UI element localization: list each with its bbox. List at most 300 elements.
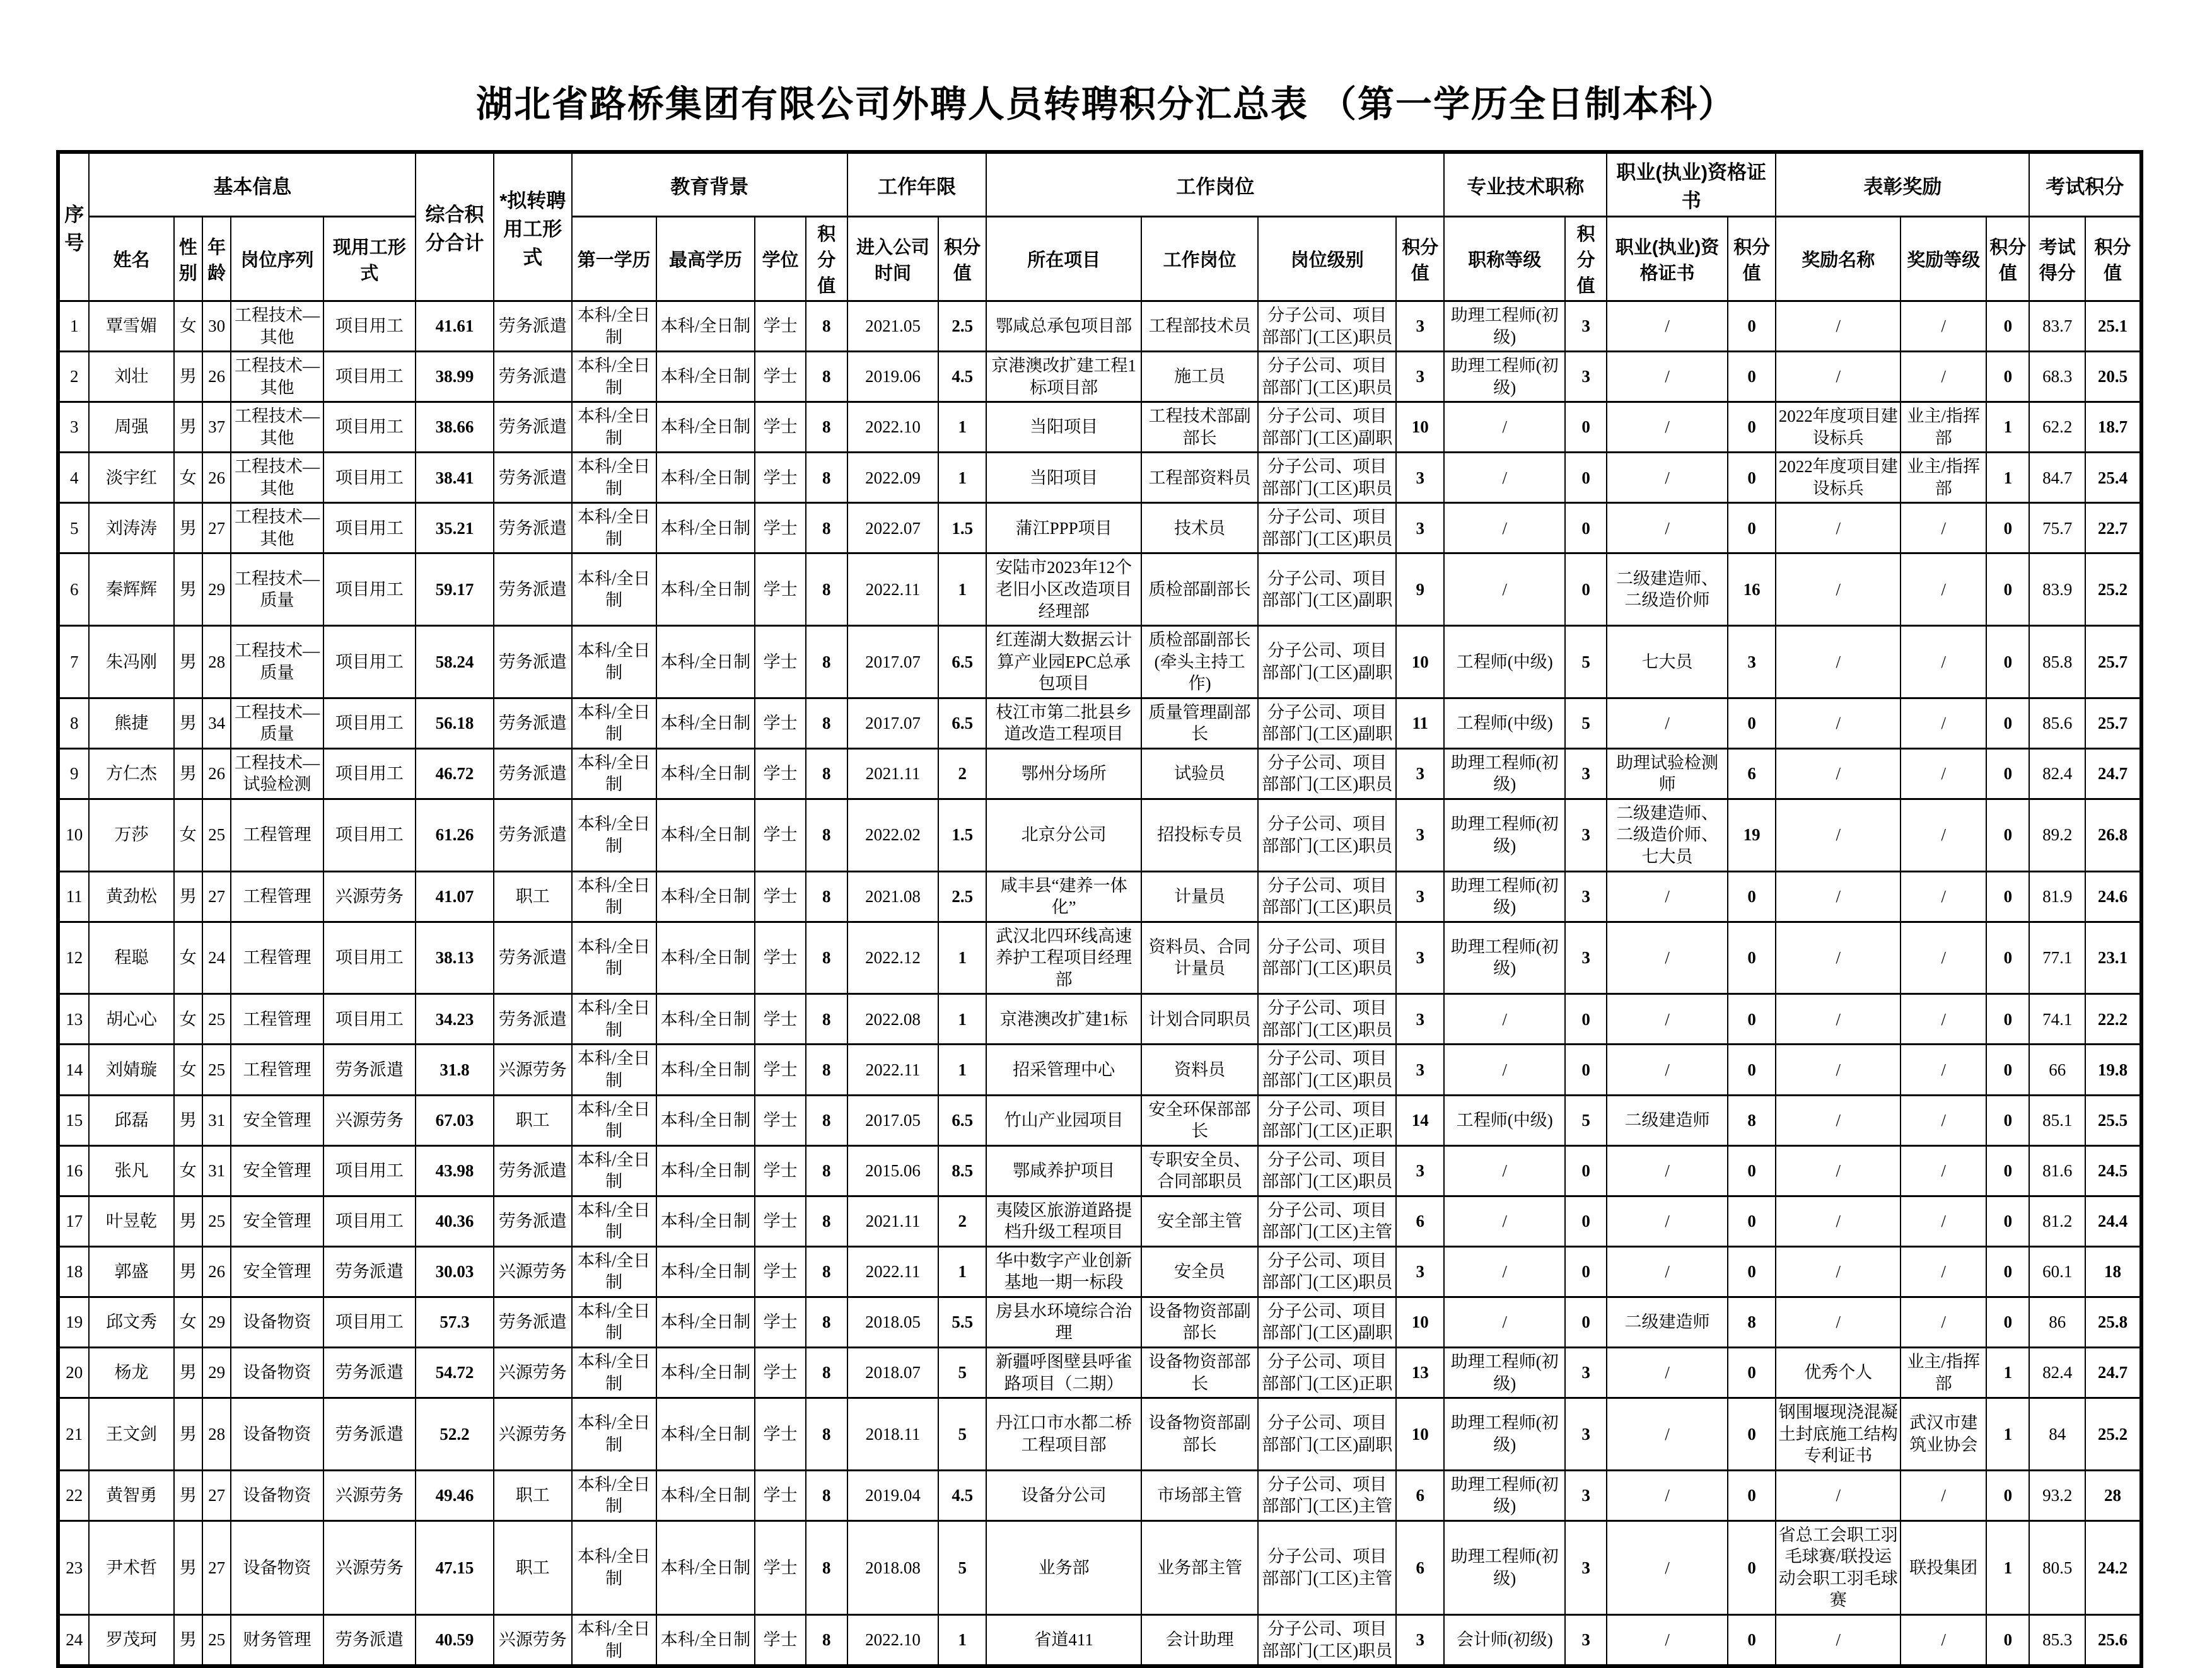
cell-total-score: 46.72 — [416, 748, 494, 799]
cell-award-score: 1 — [1986, 1398, 2029, 1471]
cell-service-score: 1.5 — [938, 503, 986, 553]
cell-job-post: 安全部主管 — [1141, 1196, 1259, 1246]
cell-title-score: 0 — [1565, 1196, 1607, 1246]
cell-award-name: / — [1776, 871, 1901, 922]
cell-name: 邱文秀 — [89, 1297, 173, 1347]
cell-exam-points: 25.8 — [2085, 1297, 2141, 1347]
cell-first-degree: 本科/全日制 — [572, 1045, 656, 1095]
table-row — [58, 352, 2141, 402]
cell-job-post: 市场部主管 — [1141, 1470, 1259, 1520]
cell-exam-points: 24.6 — [2085, 871, 2141, 922]
cell-certificate: / — [1607, 1045, 1728, 1095]
cell-service-score: 1 — [938, 994, 986, 1045]
cell-title-score: 0 — [1565, 1045, 1607, 1095]
cell-project: 招采管理中心 — [986, 1045, 1141, 1095]
cell-edu-score: 8 — [806, 352, 847, 402]
cell-proposed-employment: 劳务派遣 — [494, 922, 572, 994]
cell-age: 29 — [202, 1347, 231, 1398]
cell-service-score: 5 — [938, 1520, 986, 1614]
cell-exam-points: 25.1 — [2085, 301, 2141, 352]
cell-age: 25 — [202, 994, 231, 1045]
cell-join-date: 2018.08 — [847, 1520, 938, 1614]
cell-current-employment: 项目用工 — [323, 553, 416, 626]
cell-join-date: 2022.07 — [847, 503, 938, 553]
cell-job-post: 技术员 — [1141, 503, 1259, 553]
cell-award-grade: 武汉市建筑业协会 — [1901, 1398, 1986, 1471]
cell-award-name: 钢围堰现浇混凝土封底施工结构专利证书 — [1776, 1398, 1901, 1471]
cell-award-name: / — [1776, 1196, 1901, 1246]
cell-job-post: 设备物资部副部长 — [1141, 1398, 1259, 1471]
cell-project: 咸丰县“建养一体化” — [986, 871, 1141, 922]
cell-join-date: 2022.02 — [847, 799, 938, 871]
cell-gender: 男 — [174, 1398, 202, 1471]
table-row — [58, 402, 2141, 453]
cell-post-level: 分子公司、项目部部门(工区)职员 — [1258, 1145, 1396, 1196]
cell-edu-score: 8 — [806, 553, 847, 626]
cell-cert-score: 16 — [1728, 553, 1776, 626]
cell-project: 北京分公司 — [986, 799, 1141, 871]
cell-award-score: 0 — [1986, 1095, 2029, 1145]
cell-exam-score: 82.4 — [2029, 1347, 2085, 1398]
cell-xuhao: 6 — [58, 553, 89, 626]
cell-first-degree: 本科/全日制 — [572, 1470, 656, 1520]
cell-award-name: 省总工会职工羽毛球赛/联投运动会职工羽毛球赛 — [1776, 1520, 1901, 1614]
cell-total-score: 30.03 — [416, 1246, 494, 1297]
cell-name: 方仁杰 — [89, 748, 173, 799]
cell-gender: 男 — [174, 1246, 202, 1297]
cell-title-score: 3 — [1565, 1470, 1607, 1520]
column-group-header: 工作岗位 — [986, 152, 1444, 217]
cell-post-score: 3 — [1396, 1045, 1444, 1095]
cell-service-score: 5.5 — [938, 1297, 986, 1347]
table-row — [58, 1196, 2141, 1246]
cell-degree: 学士 — [755, 922, 805, 994]
page-title: 湖北省路桥集团有限公司外聘人员转聘积分汇总表 （第一学历全日制本科） — [475, 84, 1737, 125]
cell-exam-points: 22.7 — [2085, 503, 2141, 553]
cell-award-grade: / — [1901, 1246, 1986, 1297]
cell-exam-points: 25.6 — [2085, 1614, 2141, 1666]
cell-total-score: 47.15 — [416, 1520, 494, 1614]
cell-post-level: 分子公司、项目部部门(工区)主管 — [1258, 1196, 1396, 1246]
cell-proposed-employment: 劳务派遣 — [494, 453, 572, 503]
column-group-header: 基本信息 — [89, 152, 416, 217]
column-header: 学位 — [755, 217, 805, 301]
cell-join-date: 2022.10 — [847, 1614, 938, 1666]
cell-post-series: 设备物资 — [231, 1297, 323, 1347]
cell-name: 秦辉辉 — [89, 553, 173, 626]
cell-join-date: 2021.11 — [847, 1196, 938, 1246]
cell-project: 房县水环境综合治理 — [986, 1297, 1141, 1347]
cell-degree: 学士 — [755, 352, 805, 402]
table-row — [58, 1614, 2141, 1666]
cell-cert-score: 0 — [1728, 922, 1776, 994]
cell-award-name: / — [1776, 698, 1901, 748]
cell-exam-score: 85.3 — [2029, 1614, 2085, 1666]
cell-edu-score: 8 — [806, 1196, 847, 1246]
cell-xuhao: 10 — [58, 799, 89, 871]
cell-current-employment: 项目用工 — [323, 1196, 416, 1246]
cell-award-grade: / — [1901, 1470, 1986, 1520]
cell-cert-score: 0 — [1728, 1470, 1776, 1520]
cell-award-grade: / — [1901, 1145, 1986, 1196]
cell-first-degree: 本科/全日制 — [572, 453, 656, 503]
cell-highest-degree: 本科/全日制 — [656, 1145, 755, 1196]
cell-project: 省道411 — [986, 1614, 1141, 1666]
cell-exam-score: 81.9 — [2029, 871, 2085, 922]
column-group-header: 工作年限 — [847, 152, 987, 217]
cell-highest-degree: 本科/全日制 — [656, 1196, 755, 1246]
column-group-header: 教育背景 — [572, 152, 847, 217]
cell-age: 28 — [202, 1398, 231, 1471]
cell-age: 31 — [202, 1095, 231, 1145]
cell-job-post: 招投标专员 — [1141, 799, 1259, 871]
cell-exam-points: 25.2 — [2085, 553, 2141, 626]
cell-certificate: / — [1607, 402, 1728, 453]
cell-age: 29 — [202, 1297, 231, 1347]
cell-current-employment: 兴源劳务 — [323, 871, 416, 922]
cell-exam-score: 80.5 — [2029, 1520, 2085, 1614]
cell-award-score: 1 — [1986, 1520, 2029, 1614]
cell-project: 竹山产业园项目 — [986, 1095, 1141, 1145]
cell-first-degree: 本科/全日制 — [572, 1196, 656, 1246]
cell-gender: 女 — [174, 1297, 202, 1347]
cell-total-score: 59.17 — [416, 553, 494, 626]
cell-award-grade: / — [1901, 352, 1986, 402]
cell-join-date: 2017.07 — [847, 698, 938, 748]
cell-edu-score: 8 — [806, 922, 847, 994]
cell-certificate: / — [1607, 352, 1728, 402]
cell-degree: 学士 — [755, 1246, 805, 1297]
cell-exam-points: 24.5 — [2085, 1145, 2141, 1196]
cell-cert-score: 0 — [1728, 1045, 1776, 1095]
cell-edu-score: 8 — [806, 994, 847, 1045]
cell-edu-score: 8 — [806, 748, 847, 799]
cell-award-score: 1 — [1986, 453, 2029, 503]
cell-award-name: / — [1776, 1145, 1901, 1196]
cell-xuhao: 23 — [58, 1520, 89, 1614]
cell-current-employment: 项目用工 — [323, 922, 416, 994]
cell-cert-score: 0 — [1728, 1196, 1776, 1246]
cell-exam-points: 24.4 — [2085, 1196, 2141, 1246]
cell-award-score: 0 — [1986, 1614, 2029, 1666]
cell-job-post: 质检部副部长 — [1141, 553, 1259, 626]
cell-project: 业务部 — [986, 1520, 1141, 1614]
cell-cert-score: 6 — [1728, 748, 1776, 799]
cell-age: 27 — [202, 503, 231, 553]
cell-edu-score: 8 — [806, 1145, 847, 1196]
column-header: 岗位序列 — [231, 217, 323, 301]
cell-xuhao: 7 — [58, 626, 89, 698]
cell-post-score: 3 — [1396, 1246, 1444, 1297]
cell-title-grade: 助理工程师(初级) — [1444, 871, 1565, 922]
cell-gender: 男 — [174, 871, 202, 922]
cell-job-post: 计量员 — [1141, 871, 1259, 922]
cell-exam-score: 83.9 — [2029, 553, 2085, 626]
cell-first-degree: 本科/全日制 — [572, 1145, 656, 1196]
cell-first-degree: 本科/全日制 — [572, 748, 656, 799]
table-row — [58, 626, 2141, 698]
cell-exam-points: 24.7 — [2085, 1347, 2141, 1398]
column-group-header: *拟转聘用工形式 — [494, 152, 572, 301]
cell-post-score: 10 — [1396, 1297, 1444, 1347]
cell-cert-score: 0 — [1728, 402, 1776, 453]
cell-cert-score: 0 — [1728, 503, 1776, 553]
cell-age: 26 — [202, 748, 231, 799]
cell-service-score: 6.5 — [938, 1095, 986, 1145]
cell-job-post: 设备物资部副部长 — [1141, 1297, 1259, 1347]
cell-current-employment: 项目用工 — [323, 1297, 416, 1347]
cell-title-score: 0 — [1565, 994, 1607, 1045]
cell-service-score: 4.5 — [938, 1470, 986, 1520]
cell-title-grade: 助理工程师(初级) — [1444, 301, 1565, 352]
cell-degree: 学士 — [755, 799, 805, 871]
cell-cert-score: 0 — [1728, 698, 1776, 748]
table-row — [58, 748, 2141, 799]
cell-certificate: 二级建造师、二级造价师、七大员 — [1607, 799, 1728, 871]
cell-award-grade: / — [1901, 1196, 1986, 1246]
cell-join-date: 2017.07 — [847, 626, 938, 698]
cell-service-score: 1 — [938, 553, 986, 626]
cell-exam-score: 66 — [2029, 1045, 2085, 1095]
cell-highest-degree: 本科/全日制 — [656, 553, 755, 626]
cell-current-employment: 项目用工 — [323, 748, 416, 799]
cell-current-employment: 项目用工 — [323, 994, 416, 1045]
column-group-header: 考试积分 — [2029, 152, 2141, 217]
cell-job-post: 工程部资料员 — [1141, 453, 1259, 503]
cell-award-name: / — [1776, 1297, 1901, 1347]
cell-title-score: 3 — [1565, 1347, 1607, 1398]
column-group-header: 综合积分合计 — [416, 152, 494, 301]
cell-title-score: 3 — [1565, 1614, 1607, 1666]
cell-edu-score: 8 — [806, 1470, 847, 1520]
cell-post-score: 10 — [1396, 402, 1444, 453]
cell-exam-score: 68.3 — [2029, 352, 2085, 402]
cell-age: 25 — [202, 1045, 231, 1095]
cell-project: 丹江口市水都二桥工程项目部 — [986, 1398, 1141, 1471]
cell-award-name: / — [1776, 301, 1901, 352]
cell-name: 刘涛涛 — [89, 503, 173, 553]
cell-xuhao: 14 — [58, 1045, 89, 1095]
cell-title-grade: 助理工程师(初级) — [1444, 1470, 1565, 1520]
cell-award-score: 0 — [1986, 553, 2029, 626]
cell-current-employment: 项目用工 — [323, 698, 416, 748]
cell-name: 胡心心 — [89, 994, 173, 1045]
cell-name: 万莎 — [89, 799, 173, 871]
cell-certificate: / — [1607, 1398, 1728, 1471]
cell-xuhao: 18 — [58, 1246, 89, 1297]
cell-first-degree: 本科/全日制 — [572, 1520, 656, 1614]
cell-title-grade: / — [1444, 503, 1565, 553]
cell-post-score: 10 — [1396, 1398, 1444, 1471]
cell-degree: 学士 — [755, 301, 805, 352]
cell-post-series: 设备物资 — [231, 1347, 323, 1398]
column-header: 工作岗位 — [1141, 217, 1259, 301]
cell-degree: 学士 — [755, 1145, 805, 1196]
cell-proposed-employment: 劳务派遣 — [494, 994, 572, 1045]
cell-xuhao: 1 — [58, 301, 89, 352]
cell-post-series: 工程管理 — [231, 799, 323, 871]
cell-title-grade: 工程师(中级) — [1444, 698, 1565, 748]
cell-post-level: 分子公司、项目部部门(工区)职员 — [1258, 799, 1396, 871]
cell-total-score: 56.18 — [416, 698, 494, 748]
cell-total-score: 34.23 — [416, 994, 494, 1045]
cell-age: 30 — [202, 301, 231, 352]
cell-highest-degree: 本科/全日制 — [656, 1246, 755, 1297]
cell-total-score: 54.72 — [416, 1347, 494, 1398]
cell-post-series: 安全管理 — [231, 1246, 323, 1297]
cell-award-grade: / — [1901, 626, 1986, 698]
cell-name: 淡宇红 — [89, 453, 173, 503]
cell-proposed-employment: 劳务派遣 — [494, 1297, 572, 1347]
cell-award-name: 2022年度项目建设标兵 — [1776, 402, 1901, 453]
cell-job-post: 质检部副部长(牵头主持工作) — [1141, 626, 1259, 698]
cell-edu-score: 8 — [806, 1520, 847, 1614]
cell-award-grade: / — [1901, 748, 1986, 799]
cell-first-degree: 本科/全日制 — [572, 871, 656, 922]
cell-name: 刘婧璇 — [89, 1045, 173, 1095]
column-header: 所在项目 — [986, 217, 1141, 301]
cell-title-grade: 助理工程师(初级) — [1444, 748, 1565, 799]
cell-highest-degree: 本科/全日制 — [656, 698, 755, 748]
table-row — [58, 553, 2141, 626]
cell-proposed-employment: 职工 — [494, 1095, 572, 1145]
table-row — [58, 1297, 2141, 1347]
cell-highest-degree: 本科/全日制 — [656, 1095, 755, 1145]
cell-post-score: 3 — [1396, 994, 1444, 1045]
cell-title-grade: 助理工程师(初级) — [1444, 1398, 1565, 1471]
cell-highest-degree: 本科/全日制 — [656, 994, 755, 1045]
cell-xuhao: 22 — [58, 1470, 89, 1520]
cell-age: 27 — [202, 1470, 231, 1520]
cell-first-degree: 本科/全日制 — [572, 402, 656, 453]
cell-total-score: 67.03 — [416, 1095, 494, 1145]
cell-name: 熊捷 — [89, 698, 173, 748]
cell-gender: 女 — [174, 453, 202, 503]
cell-degree: 学士 — [755, 698, 805, 748]
cell-service-score: 1 — [938, 1246, 986, 1297]
cell-proposed-employment: 劳务派遣 — [494, 748, 572, 799]
cell-name: 张凡 — [89, 1145, 173, 1196]
cell-gender: 女 — [174, 1145, 202, 1196]
cell-exam-score: 84 — [2029, 1398, 2085, 1471]
cell-project: 武汉北四环线高速养护工程项目经理部 — [986, 922, 1141, 994]
cell-degree: 学士 — [755, 503, 805, 553]
cell-join-date: 2022.10 — [847, 402, 938, 453]
cell-project: 鄂咸总承包项目部 — [986, 301, 1141, 352]
cell-post-score: 3 — [1396, 301, 1444, 352]
cell-service-score: 6.5 — [938, 626, 986, 698]
cell-xuhao: 4 — [58, 453, 89, 503]
cell-exam-score: 85.1 — [2029, 1095, 2085, 1145]
cell-title-score: 3 — [1565, 1520, 1607, 1614]
cell-edu-score: 8 — [806, 871, 847, 922]
cell-current-employment: 劳务派遣 — [323, 1246, 416, 1297]
cell-highest-degree: 本科/全日制 — [656, 1297, 755, 1347]
cell-exam-score: 74.1 — [2029, 994, 2085, 1045]
table-body — [58, 301, 2141, 1667]
cell-title-grade: 助理工程师(初级) — [1444, 1347, 1565, 1398]
cell-title-grade: 助理工程师(初级) — [1444, 799, 1565, 871]
column-group-header: 序号 — [58, 152, 89, 301]
cell-proposed-employment: 劳务派遣 — [494, 626, 572, 698]
cell-award-score: 0 — [1986, 1145, 2029, 1196]
cell-age: 34 — [202, 698, 231, 748]
cell-title-score: 3 — [1565, 799, 1607, 871]
cell-post-level: 分子公司、项目部部门(工区)职员 — [1258, 352, 1396, 402]
cell-first-degree: 本科/全日制 — [572, 799, 656, 871]
table-header — [58, 152, 2141, 301]
cell-service-score: 1 — [938, 1614, 986, 1666]
cell-exam-points: 25.5 — [2085, 1095, 2141, 1145]
cell-post-level: 分子公司、项目部部门(工区)职员 — [1258, 748, 1396, 799]
cell-proposed-employment: 劳务派遣 — [494, 553, 572, 626]
column-header: 积分值 — [1728, 217, 1776, 301]
column-header: 积分值 — [1986, 217, 2029, 301]
cell-exam-score: 83.7 — [2029, 301, 2085, 352]
cell-highest-degree: 本科/全日制 — [656, 1520, 755, 1614]
cell-post-level: 分子公司、项目部部门(工区)职员 — [1258, 994, 1396, 1045]
table-container — [56, 150, 2156, 1668]
cell-xuhao: 8 — [58, 698, 89, 748]
cell-join-date: 2018.05 — [847, 1297, 938, 1347]
cell-current-employment: 项目用工 — [323, 799, 416, 871]
cell-total-score: 38.99 — [416, 352, 494, 402]
column-header: 奖励等级 — [1901, 217, 1986, 301]
cell-proposed-employment: 劳务派遣 — [494, 301, 572, 352]
cell-exam-points: 25.4 — [2085, 453, 2141, 503]
cell-cert-score: 0 — [1728, 1398, 1776, 1471]
column-header: 职业(执业)资格证书 — [1607, 217, 1728, 301]
header-sub-row — [58, 217, 2141, 301]
cell-award-score: 0 — [1986, 301, 2029, 352]
cell-gender: 男 — [174, 1614, 202, 1666]
cell-xuhao: 19 — [58, 1297, 89, 1347]
cell-degree: 学士 — [755, 453, 805, 503]
cell-award-score: 0 — [1986, 1045, 2029, 1095]
cell-post-score: 3 — [1396, 1614, 1444, 1666]
cell-post-level: 分子公司、项目部部门(工区)职员 — [1258, 922, 1396, 994]
cell-total-score: 31.8 — [416, 1045, 494, 1095]
cell-age: 27 — [202, 871, 231, 922]
cell-award-grade: / — [1901, 922, 1986, 994]
cell-post-series: 工程管理 — [231, 1045, 323, 1095]
cell-gender: 男 — [174, 1196, 202, 1246]
cell-proposed-employment: 劳务派遣 — [494, 1145, 572, 1196]
cell-title-grade: / — [1444, 994, 1565, 1045]
cell-cert-score: 0 — [1728, 352, 1776, 402]
cell-service-score: 2 — [938, 748, 986, 799]
cell-current-employment: 项目用工 — [323, 402, 416, 453]
cell-award-name: / — [1776, 748, 1901, 799]
cell-proposed-employment: 兴源劳务 — [494, 1347, 572, 1398]
cell-name: 杨龙 — [89, 1347, 173, 1398]
cell-gender: 男 — [174, 402, 202, 453]
cell-xuhao: 13 — [58, 994, 89, 1045]
cell-post-series: 财务管理 — [231, 1614, 323, 1666]
cell-name: 邱磊 — [89, 1095, 173, 1145]
cell-certificate: 助理试验检测师 — [1607, 748, 1728, 799]
cell-total-score: 38.13 — [416, 922, 494, 994]
cell-title-score: 3 — [1565, 871, 1607, 922]
cell-award-score: 0 — [1986, 698, 2029, 748]
column-header: 积分值 — [1396, 217, 1444, 301]
cell-project: 京港澳改扩建1标 — [986, 994, 1141, 1045]
cell-current-employment: 项目用工 — [323, 1145, 416, 1196]
cell-cert-score: 0 — [1728, 1246, 1776, 1297]
table-row — [58, 1095, 2141, 1145]
column-header: 积分值 — [938, 217, 986, 301]
cell-degree: 学士 — [755, 871, 805, 922]
